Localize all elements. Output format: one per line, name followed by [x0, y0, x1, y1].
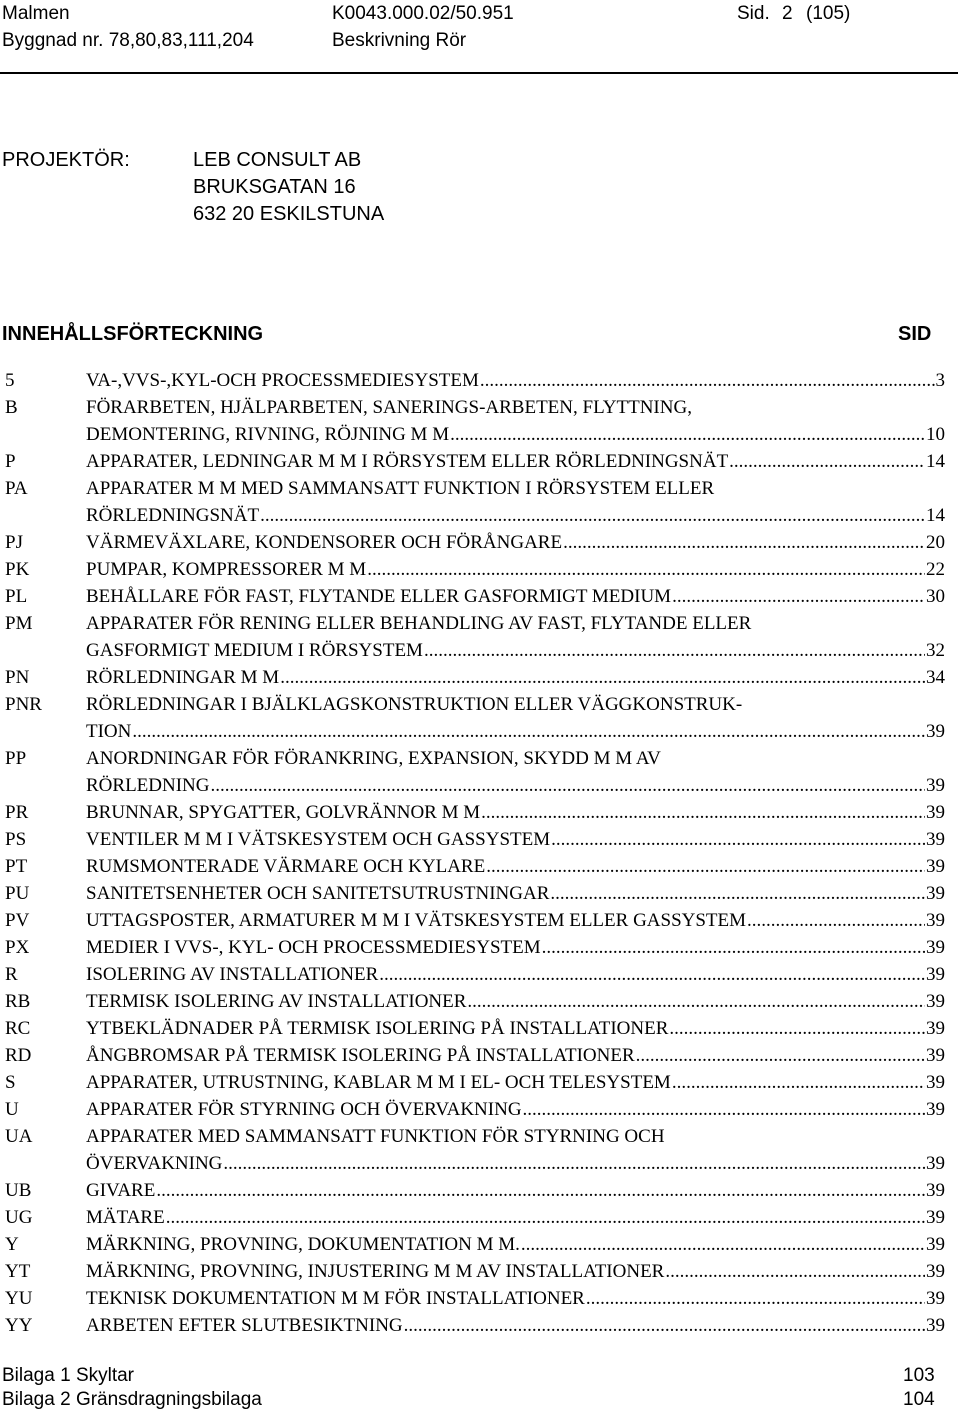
toc-entry-title[interactable]: MÄTARE	[86, 1207, 165, 1228]
header-building: Byggnad nr. 78,80,83,111,204	[2, 30, 254, 51]
toc-entry-code: UG	[5, 1207, 33, 1228]
dot-leader	[486, 853, 925, 880]
toc-entry-page[interactable]: 14	[926, 451, 945, 472]
toc-entry-page[interactable]: 39	[926, 856, 945, 877]
toc-entry-title[interactable]: PUMPAR, KOMPRESSORER M M	[86, 559, 367, 580]
toc-entry-line	[0, 1015, 945, 1042]
toc-entry-code: PP	[5, 748, 27, 769]
dot-leader	[481, 799, 925, 826]
header-page-label: Sid.	[737, 3, 770, 24]
toc-entry-code: YT	[5, 1261, 31, 1282]
toc-entry-line	[0, 691, 945, 718]
toc-page-column-header: SID	[898, 323, 932, 345]
toc-entry-code: RD	[5, 1045, 32, 1066]
dot-leader	[563, 529, 925, 556]
toc-entry-line	[0, 1204, 945, 1231]
toc-entry-page[interactable]: 10	[926, 424, 945, 445]
dot-leader	[260, 502, 925, 529]
toc-entry-code: B	[5, 397, 18, 418]
header-place: Malmen	[2, 3, 70, 24]
toc-entry-page[interactable]: 39	[926, 937, 945, 958]
toc-entry-page[interactable]: 39	[926, 1207, 945, 1228]
toc-entry-title[interactable]: GASFORMIGT MEDIUM I RÖRSYSTEM	[86, 640, 423, 661]
toc-entry-code: PR	[5, 802, 29, 823]
dot-leader	[551, 826, 925, 853]
toc-entry-title[interactable]: BEHÅLLARE FÖR FAST, FLYTANDE ELLER GASFORMIGT MEDIUM	[86, 586, 672, 607]
toc-entry-page[interactable]: 39	[926, 1234, 945, 1255]
dot-leader	[450, 421, 925, 448]
toc-entry-page[interactable]: 14	[926, 505, 945, 526]
toc-entry-code: PN	[5, 667, 30, 688]
toc-entry-line	[0, 1096, 945, 1123]
toc-entry-line	[0, 907, 945, 934]
toc-entry-line	[0, 448, 945, 475]
toc-entry-code: U	[5, 1099, 19, 1120]
dot-leader	[280, 664, 925, 691]
toc-entry-page[interactable]: 39	[926, 1315, 945, 1336]
toc-entry-title[interactable]: APPARATER FÖR RENING ELLER BEHANDLING AV FAST, FLYTANDE ELLER	[86, 613, 752, 634]
dot-leader	[747, 907, 925, 934]
dot-leader	[521, 1231, 925, 1258]
toc-entry-title[interactable]: RÖRLEDNING	[86, 775, 210, 796]
header-page-total: (105)	[806, 3, 851, 24]
toc-entry-line	[0, 610, 945, 637]
toc-entry-line	[0, 826, 945, 853]
toc-entry-code: PV	[5, 910, 30, 931]
dot-leader	[586, 1285, 925, 1312]
toc-entry-line	[0, 421, 945, 448]
toc-entry-page[interactable]: 20	[926, 532, 945, 553]
toc-entry-page[interactable]: 39	[926, 1045, 945, 1066]
dot-leader	[424, 637, 925, 664]
dot-leader	[379, 961, 925, 988]
header-document-code: K0043.000.02/50.951	[332, 3, 514, 24]
dot-leader	[156, 1177, 925, 1204]
toc-entry-line	[0, 556, 945, 583]
toc-entry-title[interactable]: APPARATER, UTRUSTNING, KABLAR M M I EL- OCH TELESYSTEM	[86, 1072, 671, 1093]
toc-entry-line	[0, 367, 945, 394]
toc-entry-title[interactable]: VENTILER M M I VÄTSKESYSTEM OCH GASSYSTEM	[86, 829, 551, 850]
toc-entry-page[interactable]: 32	[926, 640, 945, 661]
header-page-number: 2	[782, 3, 793, 24]
dot-leader	[550, 880, 925, 907]
toc-entry-line	[0, 745, 945, 772]
toc-entry-title[interactable]: ANORDNINGAR FÖR FÖRANKRING, EXPANSION, SKYDD M M AV	[86, 748, 661, 769]
toc-entry-title[interactable]: RÖRLEDNINGAR M M	[86, 667, 280, 688]
toc-entry-page[interactable]: 39	[926, 1288, 945, 1309]
toc-entry-code: PT	[5, 856, 28, 877]
toc-entry-line	[0, 799, 945, 826]
dot-leader	[669, 1015, 925, 1042]
toc-entry-line	[0, 1123, 945, 1150]
toc-entry-title[interactable]: BRUNNAR, SPYGATTER, GOLVRÄNNOR M M	[86, 802, 481, 823]
toc-entry-line	[0, 1231, 945, 1258]
toc-entry-title[interactable]: TEKNISK DOKUMENTATION M M FÖR INSTALLATIONER	[86, 1288, 585, 1309]
toc-entry-code: UB	[5, 1180, 32, 1201]
toc-entry-title[interactable]: ISOLERING AV INSTALLATIONER	[86, 964, 379, 985]
toc-entry-line	[0, 853, 945, 880]
toc-entry-title[interactable]: ARBETEN EFTER SLUTBESIKTNING	[86, 1315, 403, 1336]
toc-entry-code: PS	[5, 829, 27, 850]
toc-entry-code: PM	[5, 613, 33, 634]
toc-entry-title[interactable]: MEDIER I VVS-, KYL- OCH PROCESSMEDIESYSTEM	[86, 937, 541, 958]
toc-entry-code: YU	[5, 1288, 33, 1309]
toc-entry-line	[0, 880, 945, 907]
toc-entry-page[interactable]: 39	[926, 1018, 945, 1039]
dot-leader	[467, 988, 925, 1015]
toc-entry-page[interactable]: 39	[926, 1153, 945, 1174]
toc-entry-line	[0, 664, 945, 691]
toc-entry-code: RB	[5, 991, 31, 1012]
project-city: 632 20 ESKILSTUNA	[193, 203, 385, 225]
toc-entry-title[interactable]: RÖRLEDNINGSNÄT	[86, 505, 260, 526]
toc-entry-line	[0, 1042, 945, 1069]
toc-entry-line	[0, 1150, 945, 1177]
toc-entry-title[interactable]: UTTAGSPOSTER, ARMATURER M M I VÄTSKESYSTEM ELLER GASSYSTEM	[86, 910, 747, 931]
toc-entry-page[interactable]: 3	[935, 370, 945, 391]
toc-entry-title[interactable]: TERMISK ISOLERING AV INSTALLATIONER	[86, 991, 467, 1012]
toc-entry-title[interactable]: MÄRKNING, PROVNING, INJUSTERING M M AV INSTALLATIONER	[86, 1261, 665, 1282]
toc-entry-title[interactable]: VÄRMEVÄXLARE, KONDENSORER OCH FÖRÅNGARE	[86, 532, 563, 553]
dot-leader	[404, 1312, 925, 1339]
toc-entry-line	[0, 1258, 945, 1285]
toc-entry-title[interactable]: APPARATER MED SAMMANSATT FUNKTION FÖR STYRNING OCH	[86, 1126, 665, 1147]
dot-leader	[672, 583, 925, 610]
toc-entry-code: P	[5, 451, 16, 472]
toc-entry-code: PNR	[5, 694, 42, 715]
toc-entry-code: YY	[5, 1315, 33, 1336]
toc-entry-title[interactable]: APPARATER, LEDNINGAR M M I RÖRSYSTEM ELLER RÖRLEDNINGSNÄT	[86, 451, 729, 472]
toc-entry-title[interactable]: TION	[86, 721, 132, 742]
dot-leader	[223, 1150, 925, 1177]
toc-entry-title[interactable]: SANITETSENHETER OCH SANITETSUTRUSTNINGAR	[86, 883, 550, 904]
toc-entry-line	[0, 718, 945, 745]
project-label: PROJEKTÖR:	[2, 149, 130, 171]
toc-entry-line	[0, 988, 945, 1015]
toc-entry-line	[0, 475, 945, 502]
dot-leader	[672, 1069, 925, 1096]
toc-entry-title[interactable]: MÄRKNING, PROVNING, DOKUMENTATION M M.	[86, 1234, 520, 1255]
project-company: LEB CONSULT AB	[193, 149, 362, 171]
toc-entry-title[interactable]: FÖRARBETEN, HJÄLPARBETEN, SANERINGS-ARBETEN, FLYTTNING,	[86, 397, 692, 418]
appendix-1-label: Bilaga 1 Skyltar	[2, 1365, 135, 1386]
toc-entry-title[interactable]: RÖRLEDNINGAR I BJÄLKLAGSKONSTRUKTION ELLER VÄGGKONSTRUK-	[86, 694, 743, 715]
toc-entry-code: PK	[5, 559, 30, 580]
appendix-1-page: 103	[903, 1365, 935, 1386]
toc-heading: INNEHÅLLSFÖRTECKNING	[2, 323, 264, 345]
toc-entry-title[interactable]: ÅNGBROMSAR PÅ TERMISK ISOLERING PÅ INSTALLATIONER	[86, 1045, 635, 1066]
toc-entry-code: Y	[5, 1234, 19, 1255]
toc-entry-title[interactable]: APPARATER M M MED SAMMANSATT FUNKTION I RÖRSYSTEM ELLER	[86, 478, 715, 499]
toc-entry-page[interactable]: 39	[926, 991, 945, 1012]
toc-entry-page[interactable]: 39	[926, 883, 945, 904]
dot-leader	[542, 934, 925, 961]
dot-leader	[166, 1204, 925, 1231]
toc-entry-line	[0, 1069, 945, 1096]
toc-entry-code: UA	[5, 1126, 33, 1147]
header-doc-title: Beskrivning Rör	[332, 30, 467, 51]
toc-entry-title[interactable]: GIVARE	[86, 1180, 156, 1201]
dot-leader	[132, 718, 925, 745]
toc-entry-title[interactable]: YTBEKLÄDNADER PÅ TERMISK ISOLERING PÅ INSTALLATIONER	[86, 1018, 669, 1039]
toc-entry-code: PX	[5, 937, 30, 958]
toc-entry-line	[0, 502, 945, 529]
toc-entry-code: PL	[5, 586, 28, 607]
toc-entry-page[interactable]: 39	[926, 775, 945, 796]
toc-entry-line	[0, 961, 945, 988]
toc-entry-code: PJ	[5, 532, 23, 553]
dot-leader	[367, 556, 925, 583]
toc-entry-code: S	[5, 1072, 16, 1093]
toc-entry-page[interactable]: 39	[926, 721, 945, 742]
dot-leader	[211, 772, 926, 799]
header-divider	[0, 72, 958, 74]
toc-entry-page[interactable]: 39	[926, 1072, 945, 1093]
toc-entry-line	[0, 1285, 945, 1312]
toc-entry-title[interactable]: APPARATER FÖR STYRNING OCH ÖVERVAKNING	[86, 1099, 522, 1120]
dot-leader	[636, 1042, 925, 1069]
toc-entry-line	[0, 772, 945, 799]
appendix-2-label: Bilaga 2 Gränsdragningsbilaga	[2, 1389, 262, 1410]
toc-entry-page[interactable]: 39	[926, 1180, 945, 1201]
toc-entry-title[interactable]: RUMSMONTERADE VÄRMARE OCH KYLARE	[86, 856, 486, 877]
dot-leader	[480, 367, 935, 394]
toc-entry-page[interactable]: 39	[926, 829, 945, 850]
dot-leader	[665, 1258, 925, 1285]
project-street: BRUKSGATAN 16	[193, 176, 356, 198]
toc-entry-code: PA	[5, 478, 28, 499]
toc-entry-line	[0, 394, 945, 421]
toc-entry-line	[0, 583, 945, 610]
toc-entry-line	[0, 934, 945, 961]
dot-leader	[729, 448, 925, 475]
toc-entry-line	[0, 1177, 945, 1204]
toc-entry-title[interactable]: VA-,VVS-,KYL-OCH PROCESSMEDIESYSTEM	[86, 370, 479, 391]
toc-entry-page[interactable]: 39	[926, 1099, 945, 1120]
toc-entry-page[interactable]: 34	[926, 667, 945, 688]
appendix-2-page: 104	[903, 1389, 935, 1410]
toc-entry-page[interactable]: 39	[926, 910, 945, 931]
toc-entry-line	[0, 529, 945, 556]
toc-entry-code: 5	[5, 370, 15, 391]
dot-leader	[523, 1096, 925, 1123]
toc-entry-page[interactable]: 39	[926, 802, 945, 823]
toc-entry-title[interactable]: ÖVERVAKNING	[86, 1153, 223, 1174]
toc-entry-code: RC	[5, 1018, 31, 1039]
toc-entry-line	[0, 1312, 945, 1339]
toc-entry-page[interactable]: 22	[926, 559, 945, 580]
toc-entry-title[interactable]: DEMONTERING, RIVNING, RÖJNING M M	[86, 424, 450, 445]
toc-entry-page[interactable]: 39	[926, 964, 945, 985]
toc-entry-code: R	[5, 964, 18, 985]
toc-entry-code: PU	[5, 883, 30, 904]
toc-entry-line	[0, 637, 945, 664]
toc-entry-page[interactable]: 30	[926, 586, 945, 607]
toc-entry-page[interactable]: 39	[926, 1261, 945, 1282]
